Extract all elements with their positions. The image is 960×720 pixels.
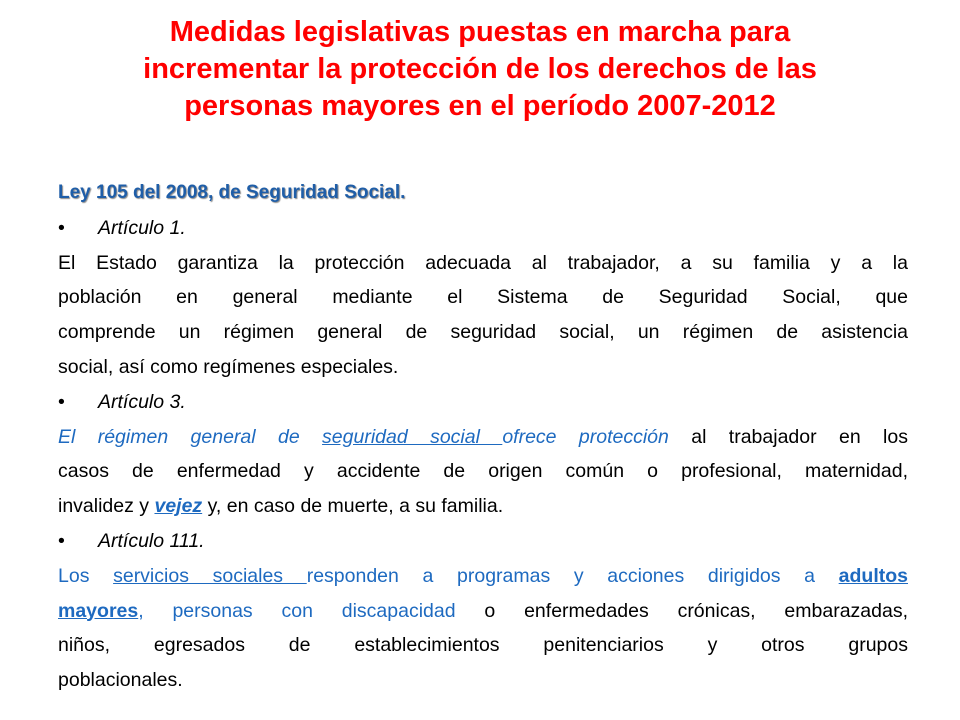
article-111-text-line: poblacionales. bbox=[58, 669, 183, 692]
article-1-label: Artículo 1. bbox=[98, 216, 186, 239]
article-111-text-line: niños, egresados de establecimientos penitenciarios y otros grupos bbox=[58, 634, 908, 657]
article-111-bullet bbox=[58, 524, 908, 559]
link-adultos[interactable]: adultos bbox=[838, 564, 908, 587]
article-3-phrase: ofrece protección bbox=[502, 425, 669, 448]
article-1-text-line: población en general mediante el Sistema de Seguridad Social, que bbox=[58, 286, 908, 309]
article-3-text: invalidez y bbox=[58, 495, 155, 518]
article-1-text-line: social, así como regímenes especiales. bbox=[58, 355, 399, 378]
bullet-icon: • bbox=[58, 390, 65, 413]
article-3-bullet bbox=[58, 385, 908, 420]
bullet-icon: • bbox=[58, 216, 65, 239]
article-3-text: y, en caso de muerte, a su familia. bbox=[202, 495, 504, 518]
link-mayores[interactable]: mayores bbox=[58, 599, 139, 622]
article-3-text-line bbox=[58, 489, 908, 524]
article-111-phrase: responden a programas y acciones dirigidos a bbox=[306, 564, 839, 587]
bullet-icon: • bbox=[58, 529, 65, 552]
link-vejez[interactable]: vejez bbox=[154, 495, 203, 518]
article-3-label: Artículo 3. bbox=[98, 390, 186, 413]
article-1-text-line: comprende un régimen general de seguridad social, un régimen de asistencia bbox=[58, 321, 908, 344]
link-servicios-sociales[interactable]: servicios sociales bbox=[113, 564, 307, 587]
law-heading: Ley 105 del 2008, de Seguridad Social. bbox=[58, 182, 406, 203]
article-3-text-line: casos de enfermedad y accidente de origen común o profesional, maternidad, bbox=[58, 460, 908, 483]
title-line-2: incrementar la protección de los derechos de las bbox=[143, 53, 817, 85]
article-1-text-line: El Estado garantiza la protección adecuada al trabajador, a su familia y a la bbox=[58, 251, 908, 274]
article-1-bullet bbox=[58, 211, 908, 246]
article-111-phrase: , personas con discapacidad bbox=[138, 599, 456, 622]
article-111-text-line bbox=[58, 594, 908, 629]
slide-body bbox=[58, 176, 908, 698]
article-111-text-line bbox=[58, 559, 908, 594]
article-111-intro: Los bbox=[58, 564, 114, 587]
article-111-text: o enfermedades crónicas, embarazadas, bbox=[455, 599, 908, 622]
article-111-label: Artículo 111. bbox=[98, 529, 205, 552]
article-3-rest: al trabajador en los bbox=[668, 425, 908, 448]
title-line-1: Medidas legislativas puestas en marcha para bbox=[169, 16, 791, 48]
link-seguridad-social[interactable]: seguridad social bbox=[322, 425, 503, 448]
article-3-text-line bbox=[58, 420, 908, 455]
title-line-3: personas mayores en el período 2007-2012 bbox=[184, 90, 776, 122]
page-title bbox=[40, 14, 920, 125]
article-3-intro: El régimen general de bbox=[58, 425, 323, 448]
